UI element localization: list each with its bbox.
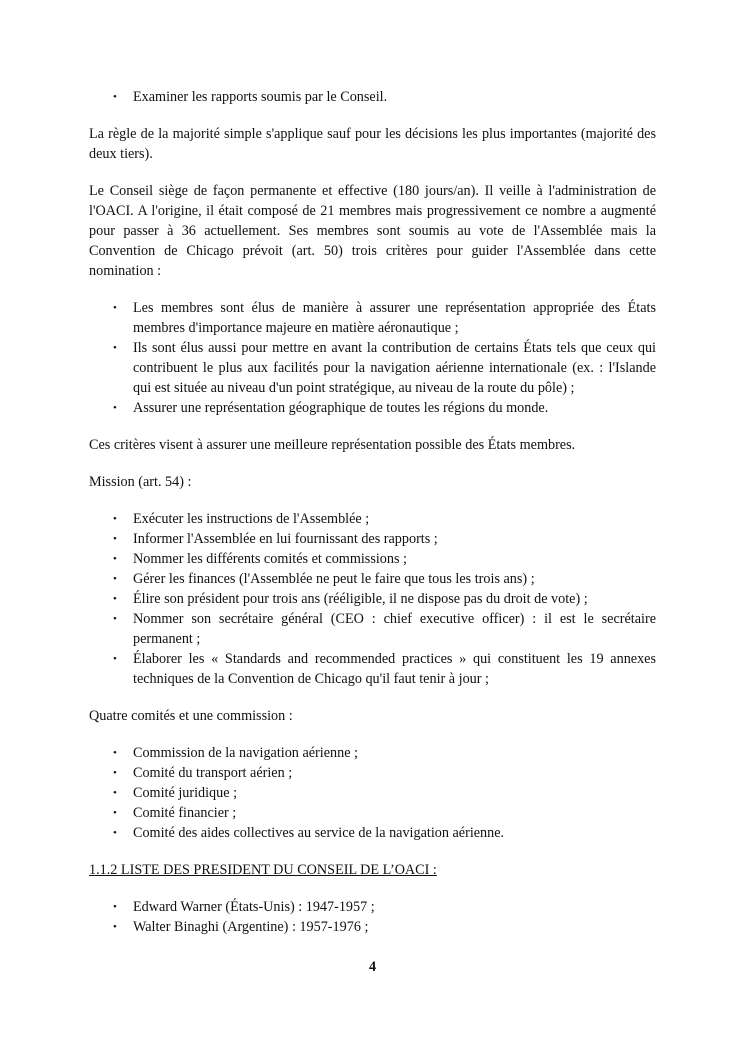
list-item-text: Exécuter les instructions de l'Assemblée ;	[133, 511, 370, 527]
bullet-icon: •	[113, 573, 117, 585]
list-item-text: Commission de la navigation aérienne ;	[133, 745, 358, 761]
list-item-text: Comité des aides collectives au service de la navigation aérienne.	[133, 825, 505, 841]
bullet-icon: •	[113, 91, 117, 103]
list-item	[113, 897, 656, 917]
list-item	[113, 803, 656, 823]
bullet-icon: •	[113, 593, 117, 605]
list-item-text: Edward Warner (États-Unis) : 1947-1957 ;	[133, 899, 375, 915]
list-item-text: Les membres sont élus de manière à assurer une représentation appropriée des États membres d'importance majeure en matière aéronautique ;	[133, 300, 656, 336]
bullet-icon: •	[113, 533, 117, 545]
bullet-icon: •	[113, 613, 117, 625]
paragraph-criteria: Ces critères visent à assurer une meilleure représentation possible des États membres.	[89, 437, 576, 453]
bullet-icon: •	[113, 402, 117, 414]
list-item-text: Nommer les différents comités et commissions ;	[133, 551, 407, 567]
list-item	[113, 743, 656, 763]
list-item	[113, 87, 656, 107]
list-item	[113, 549, 656, 569]
mission-list	[89, 509, 656, 689]
criteria-list	[89, 298, 656, 418]
bullet-icon: •	[113, 747, 117, 759]
intro-list	[89, 87, 656, 107]
list-item	[113, 509, 656, 529]
list-item-text: Élaborer les « Standards and recommended practices » qui constituent les 19 annexes techniques de la Convention de Chicago qu'il faut tenir à jour ;	[133, 651, 656, 687]
list-item-text: Ils sont élus aussi pour mettre en avant la contribution de certains États tels que ceux qui contribuent le plus aux facilités pour la navigation aérienne internationale (ex. : l'Islande qui est située au niveau d'un point stratégique, au niveau de la route du pôle) ;	[133, 340, 656, 396]
list-item-text: Comité juridique ;	[133, 785, 238, 801]
section-heading: 1.1.2 LISTE DES PRESIDENT DU CONSEIL DE L’OACI :	[89, 862, 437, 878]
list-item-text: Walter Binaghi (Argentine) : 1957-1976 ;	[133, 919, 369, 935]
bullet-icon: •	[113, 901, 117, 913]
list-item	[113, 823, 656, 843]
document-page	[89, 87, 656, 954]
bullet-icon: •	[113, 767, 117, 779]
committees-list	[89, 743, 656, 843]
list-item	[113, 783, 656, 803]
list-item	[113, 609, 656, 649]
bullet-icon: •	[113, 807, 117, 819]
list-item-text: Informer l'Assemblée en lui fournissant des rapports ;	[133, 531, 438, 547]
bullet-icon: •	[113, 787, 117, 799]
list-item	[113, 649, 656, 689]
list-item	[113, 398, 656, 418]
list-item-text: Gérer les finances (l'Assemblée ne peut le faire que tous les trois ans) ;	[133, 571, 535, 587]
list-item	[113, 589, 656, 609]
list-item	[113, 338, 656, 398]
list-item-text: Comité financier ;	[133, 805, 237, 821]
bullet-icon: •	[113, 553, 117, 565]
presidents-list	[89, 897, 656, 937]
list-item-text: Comité du transport aérien ;	[133, 765, 293, 781]
bullet-icon: •	[113, 513, 117, 525]
list-item-text: Élire son président pour trois ans (rééligible, il ne dispose pas du droit de vote) ;	[133, 591, 588, 607]
page-number: 4	[368, 959, 377, 975]
list-item-text: Assurer une représentation géographique de toutes les régions du monde.	[133, 400, 549, 416]
bullet-icon: •	[113, 921, 117, 933]
list-item-text: Nommer son secrétaire général (CEO : chief executive officer) : il est le secrétaire permanent ;	[133, 611, 656, 647]
bullet-icon: •	[113, 342, 117, 354]
bullet-icon: •	[113, 653, 117, 665]
list-item	[113, 529, 656, 549]
mission-label: Mission (art. 54) :	[89, 474, 192, 490]
paragraph-majority: La règle de la majorité simple s'applique sauf pour les décisions les plus importantes (majorité des deux tiers).	[89, 126, 656, 162]
bullet-icon: •	[113, 302, 117, 314]
list-item	[113, 917, 656, 937]
committees-label: Quatre comités et une commission :	[89, 708, 293, 724]
paragraph-conseil: Le Conseil siège de façon permanente et effective (180 jours/an). Il veille à l'administration de l'OACI. A l'origine, il était composé de 21 membres mais progressivement ce nombre a augmenté pour passer à 36 actuellement. Ses membres sont soumis au vote de l'Assemblée mais la Convention de Chicago prévoit (art. 50) trois critères pour guider l'Assemblée dans cette nomination :	[89, 183, 656, 279]
bullet-icon: •	[113, 827, 117, 839]
list-item	[113, 298, 656, 338]
list-item-text: Examiner les rapports soumis par le Conseil.	[133, 89, 388, 105]
list-item	[113, 569, 656, 589]
list-item	[113, 763, 656, 783]
